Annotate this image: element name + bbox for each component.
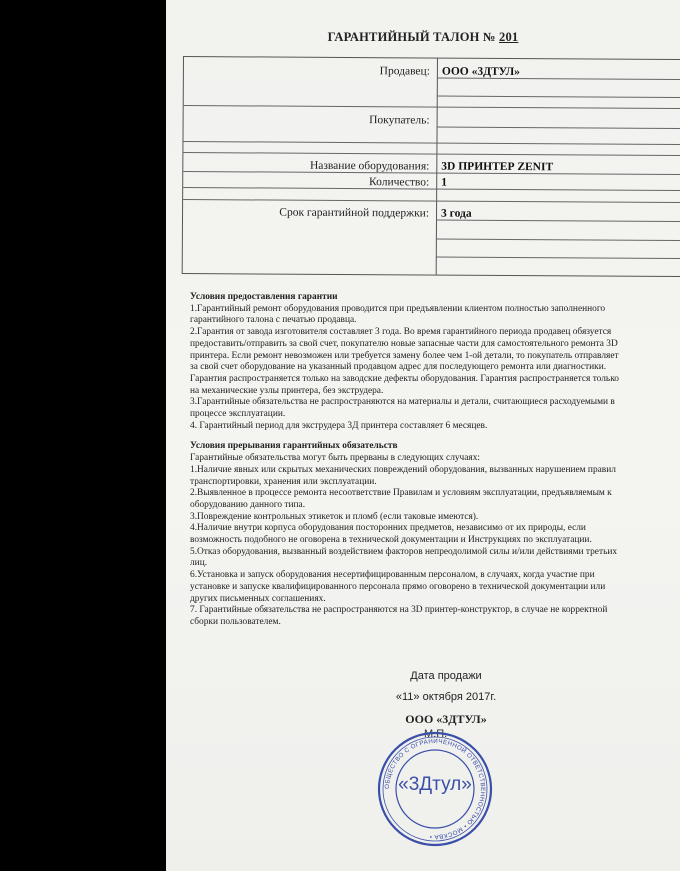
text-line: других письменных соглашениях. xyxy=(190,593,326,604)
rule xyxy=(183,199,680,203)
text-line: 5.Отказ оборудования, вызванный воздействием факторов непреодолимой силы и/или действиями третьих xyxy=(190,546,618,557)
text-line: сборки пользователем. xyxy=(190,616,281,627)
conditions-list xyxy=(190,304,680,433)
seller-label: Продавец: xyxy=(379,65,430,78)
sale-company: ООО «3ДТУЛ» xyxy=(405,712,487,726)
text-line: установке и запуске квалифицированного персонала прямо оговорено в технической документации или xyxy=(190,581,606,592)
text-line: 4. Гарантийный период для экструдера 3Д принтера составляет 6 месяцев. xyxy=(190,420,488,431)
text-line: 2.Выявленное в процессе ремонта несоответствие Правилам и условиям эксплуатации, предъявляемым к xyxy=(190,488,612,499)
text-line: 2.Гарантия от завода изготовителя составляет 3 года. Во время гарантийного периода продавец обязуется xyxy=(190,327,612,338)
sale-date-label: Дата продажи xyxy=(410,670,482,682)
text-line: 3.Повреждение контрольных этикеток и пломб (если таковые имеются). xyxy=(190,511,479,522)
text-line: оборудованию данного типа. xyxy=(190,499,306,510)
text-line: Гарантийные обязательства могут быть прерваны в следующих случаях: xyxy=(190,453,481,464)
text-line: 7. Гарантийные обязательства не распространяются на 3D принтер-конструктор, в случае не корректной xyxy=(190,605,608,616)
conditions-heading: Условия предоставления гарантии xyxy=(190,292,338,302)
warranty-document xyxy=(166,0,680,871)
company-stamp xyxy=(376,730,494,848)
warranty-form-table xyxy=(182,56,680,277)
equipment-label: Название оборудования: xyxy=(309,159,430,173)
quantity-label: Количество: xyxy=(368,176,430,189)
text-line: 6.Установка и запуск оборудования несертифицированным персоналом, в случаях, когда участие при xyxy=(190,570,595,581)
rule xyxy=(437,96,680,99)
text-line: предоставить/отправить за свой счет, покупателю новые запасные части для самостоятельного ремонта 3D xyxy=(190,338,618,349)
text-line: 1.Наличие явных или скрытых механических повреждений оборудования, вызванных нарушением правил xyxy=(190,464,616,475)
text-line: 3.Гарантийные обязательства не распространяются на материалы и детали, считающиеся расходуемыми в xyxy=(190,397,615,408)
text-line: принтера. Если ремонт невозможен или требуется замену более чем 1-ой детали, то покупатель отправляет xyxy=(190,350,619,361)
rule xyxy=(436,220,680,223)
warranty-number: 201 xyxy=(499,30,519,44)
quantity-value: 1 xyxy=(441,176,448,189)
text-line: возможность подобного не оговорена в технической документации и Инструкциях по эксплуатации. xyxy=(190,535,592,546)
text-line: Гарантия распространяется только на заводские дефекты оборудования. Гарантия распространяется только xyxy=(190,373,619,384)
seller-value: ООО «3ДТУЛ» xyxy=(441,65,520,79)
stamp-center-text: «3Дтул» xyxy=(398,774,472,795)
stamp-place-label: М.П. xyxy=(424,728,448,740)
rule xyxy=(436,239,680,242)
warranty-label: Срок гарантийной поддержки: xyxy=(279,206,430,220)
text-line: 4.Наличие внутри корпуса оборудования посторонних предметов, независимо от их природы, если xyxy=(190,523,586,534)
rule xyxy=(437,78,680,81)
stamp-ring-text: ОБЩЕСТВО С ОГРАНИЧЕННОЙ ОТВЕТСТВЕННОСТЬЮ • МОСКВА • xyxy=(383,737,487,841)
equipment-value: 3D ПРИНТЕР ZENIT xyxy=(441,160,554,174)
warranty-value: 3 года xyxy=(441,207,472,220)
text-line: лиц. xyxy=(190,558,208,569)
text-line: 1.Гарантийный ремонт оборудования проводится при предъявлении клиентом полностью заполненного xyxy=(190,303,606,314)
sale-date-value: «11» октября 2017г. xyxy=(395,691,497,703)
termination-heading: Условия прерывания гарантийных обязательств xyxy=(190,441,398,452)
buyer-label: Покупатель: xyxy=(369,114,430,127)
rule xyxy=(437,127,680,130)
text-line: на механические узлы принтера, без экструдера. xyxy=(190,385,384,396)
title-text: ГАРАНТИЙНЫЙ ТАЛОН № xyxy=(327,30,496,44)
text-line: процессе эксплуатации. xyxy=(190,409,286,420)
rule xyxy=(184,105,680,109)
terms-text xyxy=(190,292,680,629)
text-line: транспортировки, хранения или эксплуатации. xyxy=(190,476,377,487)
page-title xyxy=(166,30,680,45)
rule xyxy=(183,141,680,145)
termination-list xyxy=(190,453,680,629)
sale-block xyxy=(346,670,546,727)
text-line: гарантийного талона с печатью продавца. xyxy=(190,315,357,326)
rule xyxy=(183,152,680,156)
rule xyxy=(436,257,680,260)
text-line: за свой счет оборудование на указанный продавцом адрес для последующего ремонта или диагностики. xyxy=(190,362,607,373)
